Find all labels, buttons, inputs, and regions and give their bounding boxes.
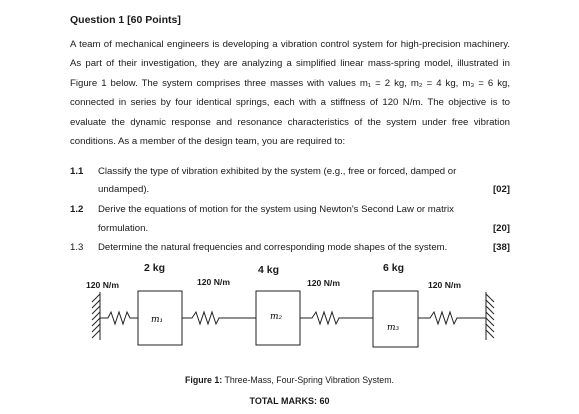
- spring-3-label: 120 N/m: [307, 278, 340, 288]
- mass-2-symbol: m₂: [270, 312, 283, 322]
- mass-3-symbol: m₃: [387, 323, 400, 333]
- mass-2-value: 4 kg: [258, 264, 280, 276]
- spring-2-label: 120 N/m: [197, 277, 230, 287]
- total-marks: TOTAL MARKS: 60: [249, 396, 330, 406]
- spring-1-label: 120 N/m: [86, 280, 119, 290]
- mass-1-symbol: m₁: [151, 315, 164, 325]
- figure-caption: [0, 375, 579, 385]
- item-text: Derive the equations of motion for the system using Newton's Second Law or matrix: [98, 204, 454, 215]
- spring-1: [100, 312, 138, 324]
- item-text-cont: undamped).: [98, 184, 150, 195]
- left-wall: [92, 292, 100, 340]
- item-text: Determine the natural frequencies and corresponding mode shapes of the system.: [98, 242, 448, 253]
- spring-4-label: 120 N/m: [428, 280, 461, 290]
- spring-3: [300, 312, 373, 324]
- question-heading: Question 1 [60 Points]: [70, 14, 181, 26]
- item-number: 1.2: [70, 204, 84, 215]
- item-marks: [38]: [492, 242, 510, 253]
- mass-3-block: [373, 291, 418, 347]
- item-marks: [20]: [492, 223, 510, 234]
- item-number: 1.3: [70, 242, 84, 253]
- mass-3-value: 6 kg: [383, 262, 405, 274]
- item-marks: [02]: [492, 184, 510, 195]
- mass-1-value: 2 kg: [144, 262, 166, 274]
- problem-statement: A team of mechanical engineers is developing a vibration control system for high-precision machinery. As part of their investigation, they are analyzing a simplified linear mass-spring model, illustrated in Figure 1 below. The system comprises three masses with values m₁ = 2 kg, m₂ = 4 kg, m₃ = 6 kg, connected in series by four identical springs, each with a stiffness of 120 N/m. The objective is to evaluate the dynamic response and resonance characteristics of the system under free vibration conditions. As a member of the design team, you are required to:: [70, 39, 510, 148]
- caption-text: Three-Mass, Four-Spring Vibration System.: [224, 375, 394, 385]
- spring-2: [182, 312, 256, 324]
- spring-4: [418, 312, 486, 324]
- right-wall: [486, 292, 494, 340]
- item-text: Classify the type of vibration exhibited by the system (e.g., free or forced, damped or: [98, 166, 457, 177]
- item-text-cont: formulation.: [98, 223, 149, 234]
- caption-prefix: Figure 1:: [185, 375, 223, 385]
- item-number: 1.1: [70, 166, 84, 177]
